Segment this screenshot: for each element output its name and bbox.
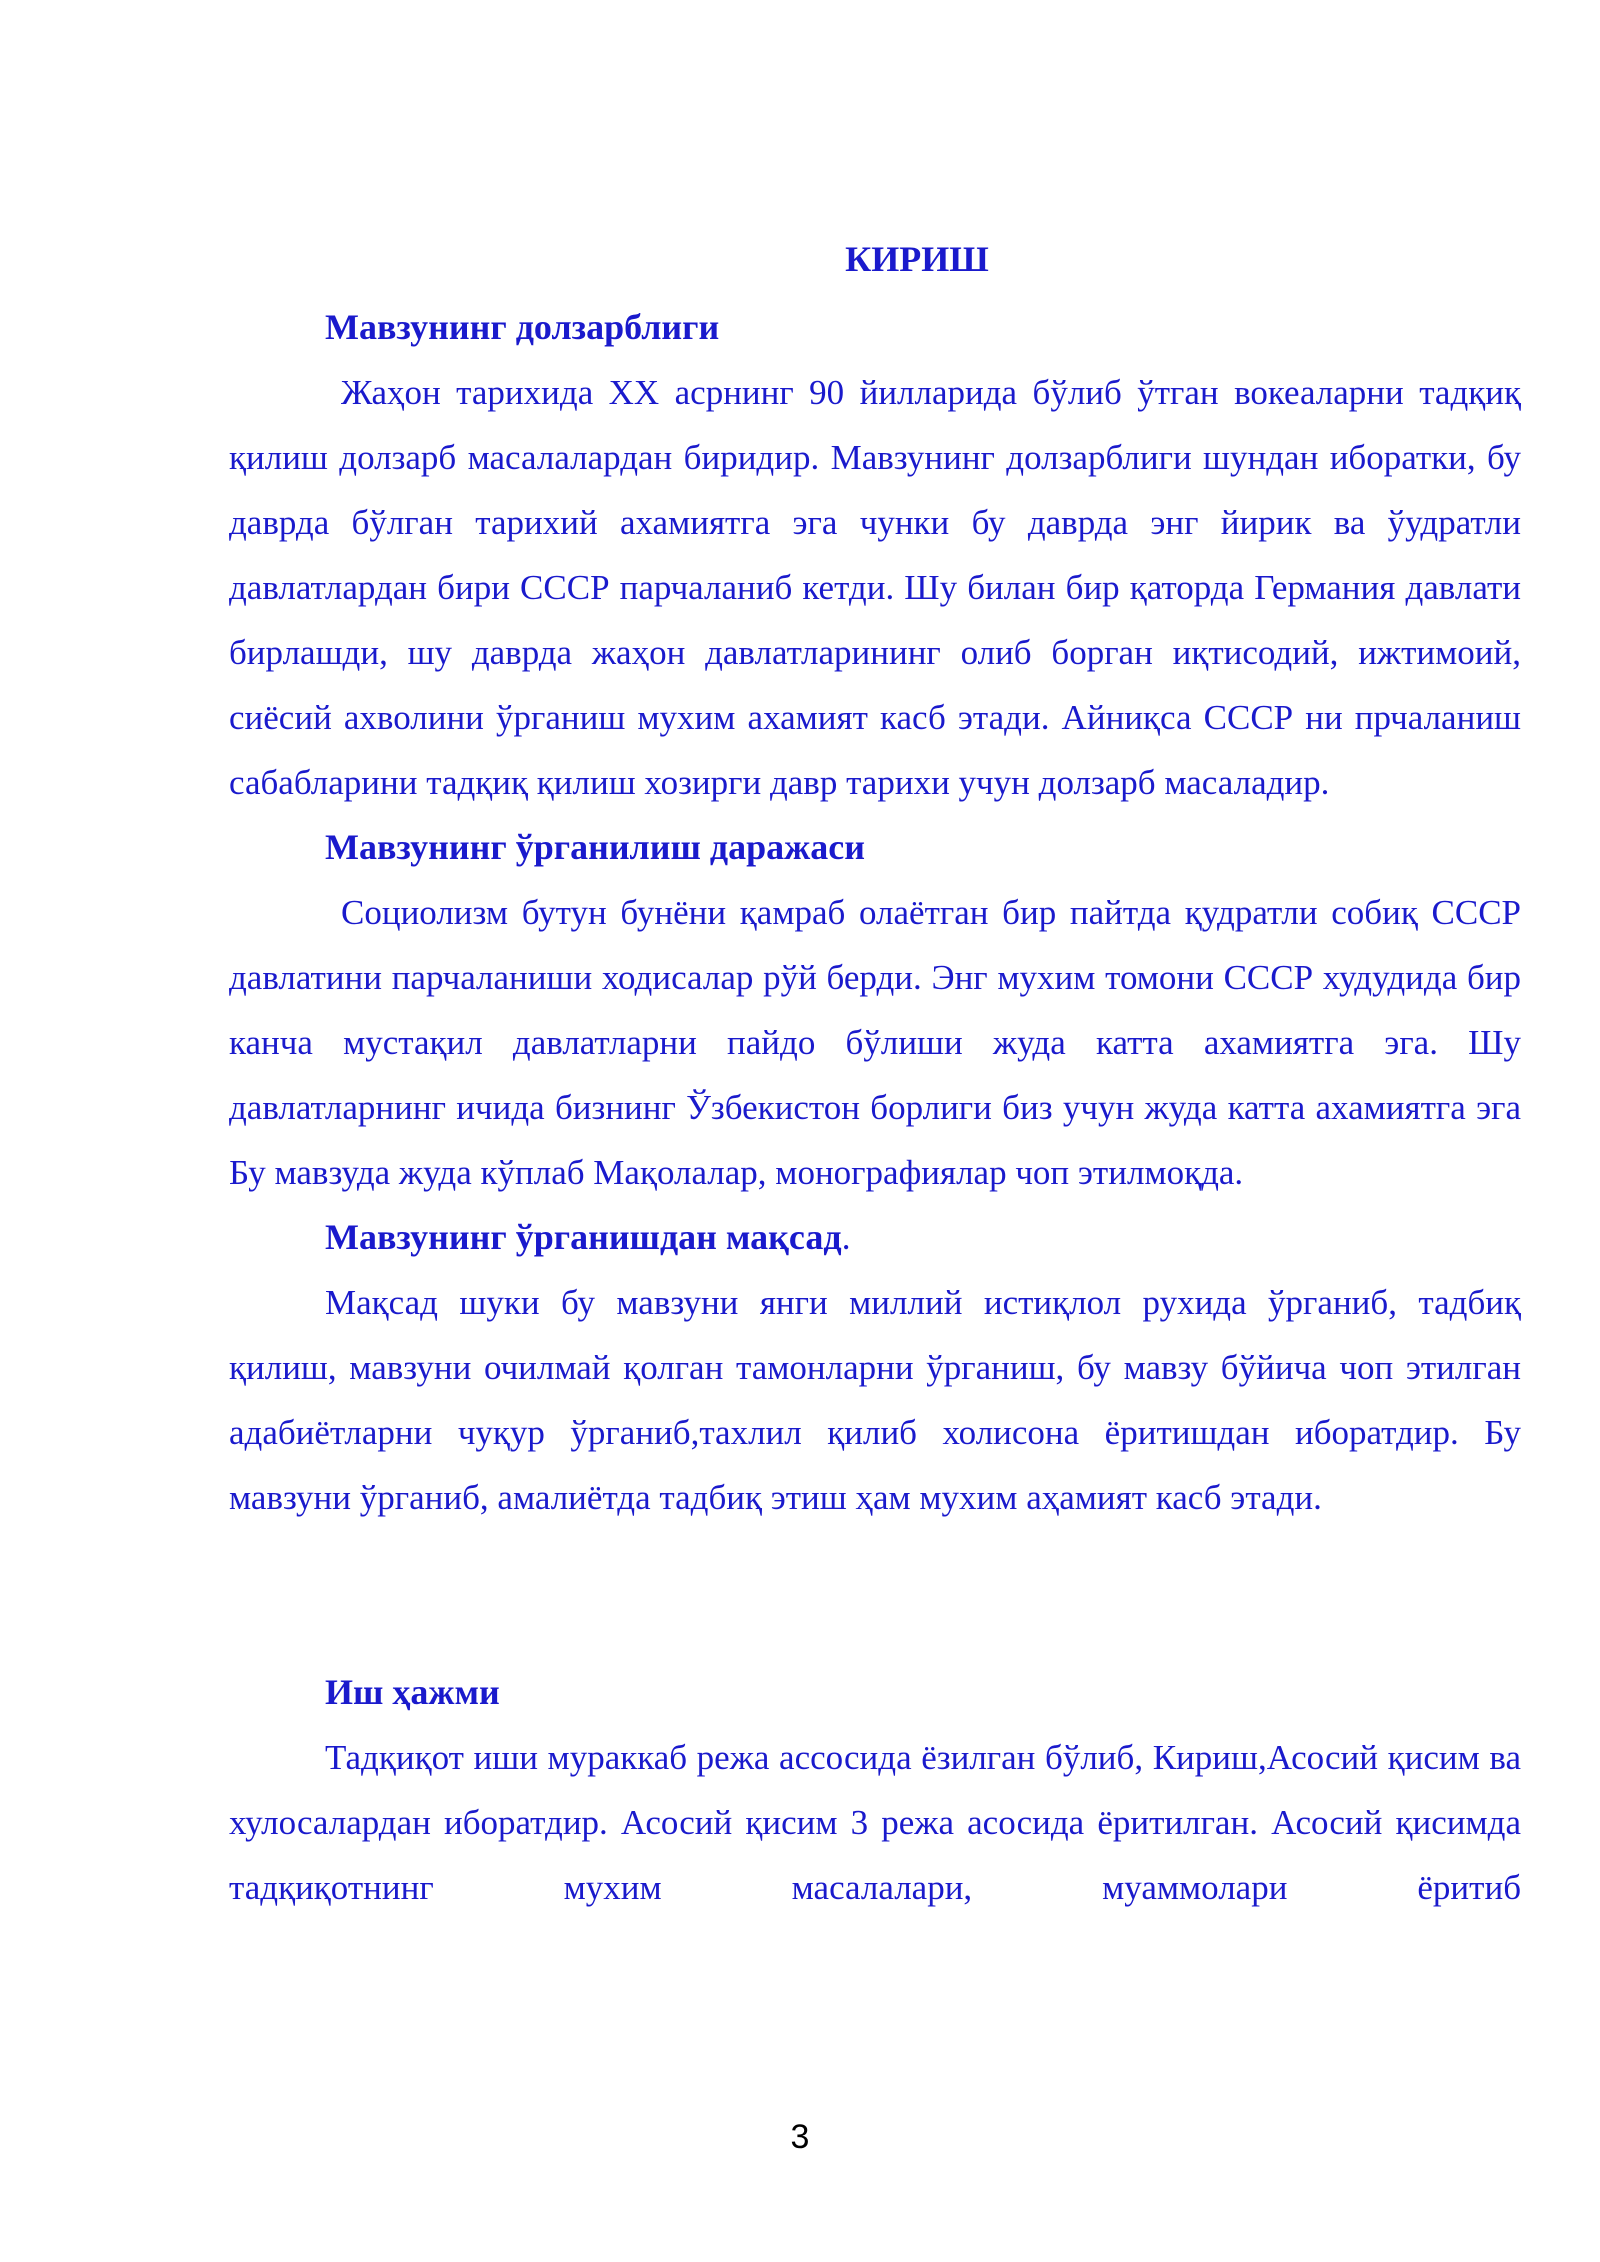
section-paragraph-relevance: Жаҳон тарихида ХХ асрнинг 90 йилларида бўлиб ўтган вокеаларни тадқиқ қилиш долзарб масалалардан биридир. Мавзунинг долзарблиги шундан иборатки, бу даврда бўлган тарихий ахамиятга эга чунки бу даврда энг йирик ва ўудратли давлатлардан бири СССР парчаланиб кетди. Шу билан бир қаторда Германия давлати бирлашди, шу даврда жаҳон давлатларининг олиб борган иқтисодий, ижтимоий, сиёсий ахволини ўрганиш мухим ахамият касб этади. Айниқса СССР ни прчаланиш сабабларини тадқиқ қилиш хозирги давр тарихи учун долзарб масаладир. [229,373,1521,802]
section-heading-goal-text: Мавзунинг ўрганишдан мақсад [325,1217,842,1257]
section-heading-volume-text: Иш ҳажми [325,1672,500,1712]
section-heading-goal [229,1205,1521,1270]
section-heading-goal-tail: . [841,1217,851,1257]
section-paragraph-goal: Мақсад шуки бу мавзуни янги миллий истиқлол рухида ўрганиб, тадбиқ қилиш, мавзуни очилмай қолган тамонларни ўрганиш, бу мавзу бўйича чоп этилган адабиётларни чуқур ўрганиб,тахлил қилиб холисона ёритишдан иборатдир. Бу мавзуни ўрганиб, амалиётда тадбиқ этиш ҳам мухим аҳамият касб этади. [229,1283,1521,1517]
section-heading-study-level [229,815,1521,880]
section-heading-relevance [229,295,1521,360]
section-spacer [229,1530,1521,1660]
section-paragraph-study-level: Социолизм бутун бунёни қамраб олаётган бир пайтда қудратли собиқ СССР давлатини парчаланиши ходисалар рўй берди. Энг мухим томони СССР худудида бир канча мустақил давлатларни пайдо бўлиши жуда катта ахамиятга эга. Шу давлатларнинг ичида бизнинг Ўзбекистон борлиги биз учун жуда катта ахамиятга эга Бу мавзуда жуда кўплаб Мақолалар, монографиялар чоп этилмоқда. [229,893,1521,1192]
section-heading-study-level-text: Мавзунинг ўрганилиш даражаси [325,827,865,867]
section-paragraph-volume: Тадқиқот иши мураккаб режа ассосида ёзилган бўлиб, Кириш,Асосий қисим ва хулосалардан иборатдир. Асосий қисим 3 режа асосида ёритилган. Асосий қисимда тадқиқотнинг мухим масалалари, муаммолари ёритиб [229,1738,1521,1907]
page-number: 3 [790,2118,810,2156]
section-heading-volume [229,1660,1521,1725]
document-page [229,230,1521,1920]
document-title: КИРИШ [845,239,989,279]
section-heading-relevance-text: Мавзунинг долзарблиги [325,307,720,347]
